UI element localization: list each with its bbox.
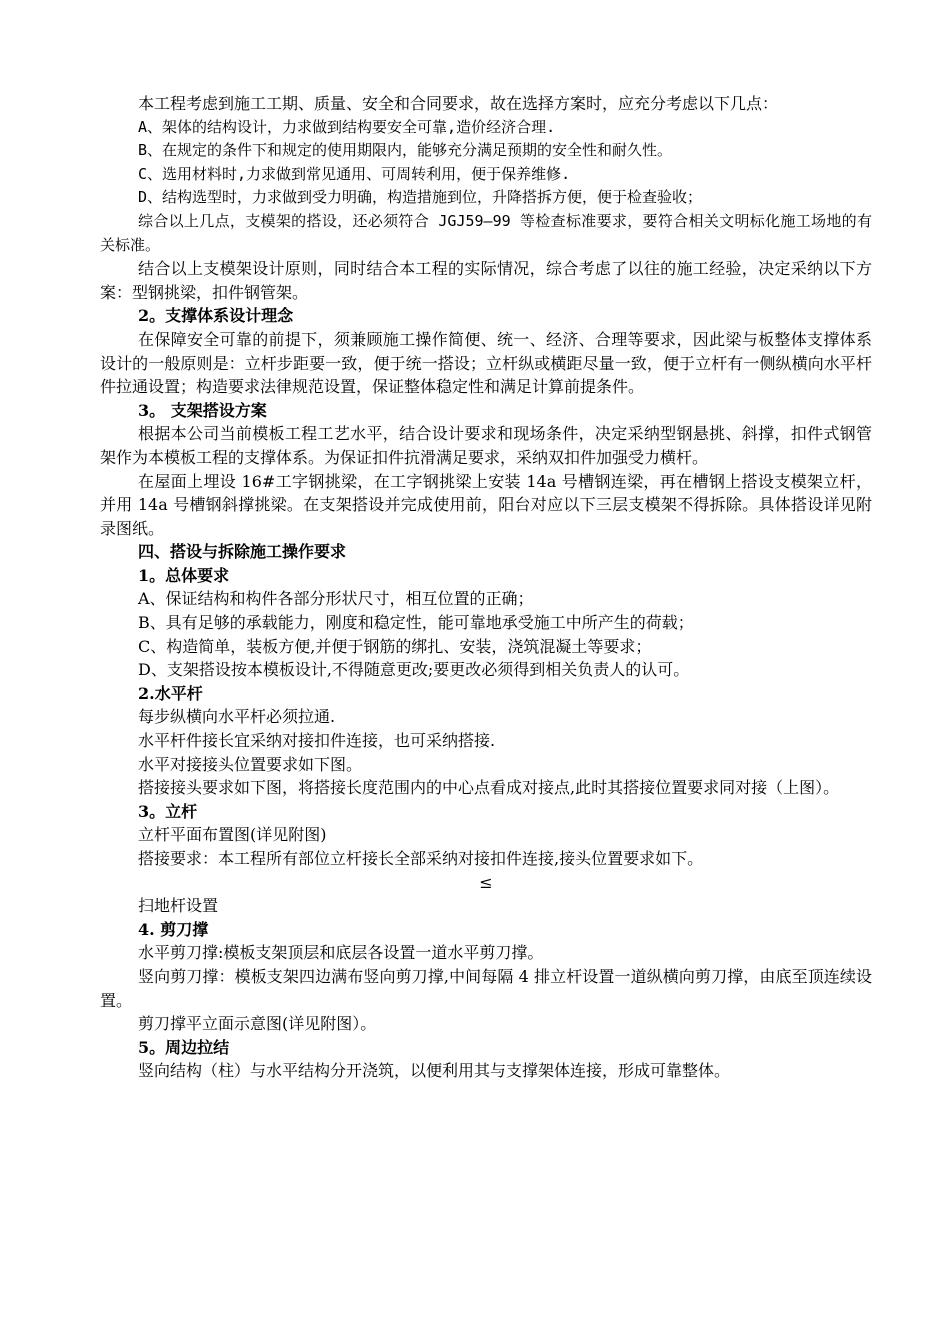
list-item: B、在规定的条件下和规定的使用期限内，能够充分满足预期的安全性和耐久性。	[138, 141, 673, 160]
paragraph: 立杆平面布置图(详见附图)	[138, 825, 327, 845]
section-heading: 4. 剪刀撑	[138, 919, 209, 939]
paragraph: 在保障安全可靠的前提下，须兼顾施工操作简便、统一、经济、合理等要求，因此梁与板整体支撑体系设计的一般原则是：立杆步距要一致，便于统一搭设；立杆纵或横距尽量一致，便于立杆有一侧纵横向水平杆件拉通设置；构造要求法律规范设置，保证整体稳定性和满足计算前提条件。	[100, 329, 872, 397]
math-symbol: ≤	[479, 872, 493, 892]
list-item: C、构造简单，装板方便,并便于钢筋的绑扎、安装，浇筑混凝土等要求；	[138, 636, 652, 656]
paragraph: 结合以上支模架设计原则，同时结合本工程的实际情况，综合考虑了以往的施工经验，决定采纳以下方案：型钢挑梁，扣件钢管架。	[100, 259, 872, 302]
section-heading: 3。 支架搭设方案	[138, 400, 267, 420]
paragraph: 水平杆件接长宜采纳对接扣件连接，也可采纳搭接.	[138, 731, 496, 751]
list-item: D、支架搭设按本模板设计,不得随意更改;要更改必须得到相关负责人的认可。	[138, 660, 690, 680]
paragraph: 剪刀撑平立面示意图(详见附图）。	[138, 1014, 377, 1034]
paragraph: 根据本公司当前模板工程工艺水平，结合设计要求和现场条件，决定采纳型钢悬挑、斜撑，扣件式钢管架作为本模板工程的支撑体系。为保证扣件抗滑满足要求，采纳双扣件加强受力横杆。	[100, 424, 872, 467]
section-heading: 5。周边拉结	[138, 1037, 230, 1057]
section-heading: 3。立杆	[138, 801, 198, 821]
paragraph: 搭接接头要求如下图，将搭接长度范围内的中心点看成对接点,此时其搭接位置要求同对接（上图）。	[138, 778, 840, 798]
paragraph: 每步纵横向水平杆必须拉通.	[138, 707, 336, 727]
section-heading: 2。支撑体系设计理念	[138, 306, 294, 326]
paragraph: 综合以上几点，支模架的搭设，还必须符合 JGJ59—99 等检查标准要求，要符合相关文明标化施工场地的有关标准。	[100, 211, 872, 254]
list-item: A、保证结构和构件各部分形状尺寸，相互位置的正确；	[138, 589, 534, 609]
paragraph: 水平剪刀撑:模板支架顶层和底层各设置一道水平剪刀撑。	[138, 943, 544, 963]
paragraph: 在屋面上埋设 16#工字钢挑梁，在工字钢挑梁上安装 14a 号槽钢连梁，再在槽钢上搭设支模架立杆，并用 14a 号槽钢斜撑挑梁。在支架搭设并完成使用前，阳台对应以下三层支模架不得拆除。具体搭设详见附录图纸。	[100, 471, 872, 538]
section-heading: 2.水平杆	[138, 683, 203, 703]
list-item: A、架体的结构设计，力求做到结构要安全可靠,造价经济合理.	[138, 117, 556, 136]
paragraph: 竖向结构（柱）与水平结构分开浇筑，以便利用其与支撑架体连接，形成可靠整体。	[138, 1061, 731, 1081]
paragraph: 竖向剪刀撑：模板支架四边满布竖向剪刀撑,中间每隔 4 排立杆设置一道纵横向剪刀撑，由底至顶连续设置。	[100, 966, 872, 1010]
paragraph: 搭接要求：本工程所有部位立杆接长全部采纳对接扣件连接,接头位置要求如下。	[138, 849, 704, 868]
section-heading: 四、搭设与拆除施工操作要求	[138, 542, 347, 562]
list-item: D、结构选型时，力求做到受力明确，构造措施到位，升降搭拆方便，便于检查验收；	[138, 188, 703, 207]
section-heading: 1。总体要求	[138, 565, 230, 585]
list-item: C、选用材料时,力求做到常见通用、可周转利用，便于保养维修.	[138, 164, 571, 183]
paragraph: 水平对接接头位置要求如下图。	[138, 754, 363, 774]
paragraph: 本工程考虑到施工工期、质量、安全和合同要求，故在选择方案时，应充分考虑以下几点：	[138, 94, 779, 113]
paragraph: 扫地杆设置	[138, 896, 219, 916]
list-item: B、具有足够的承载能力，刚度和稳定性，能可靠地承受施工中所产生的荷载；	[138, 613, 694, 633]
